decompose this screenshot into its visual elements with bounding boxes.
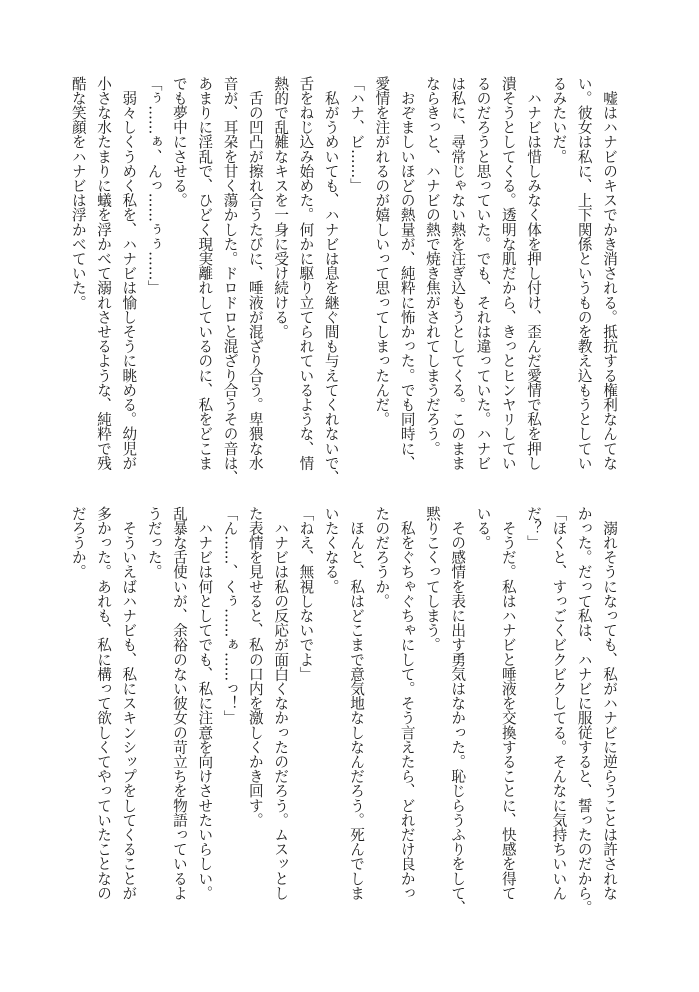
text-line: 熱的で乱雑なキスを一身に受け続ける。	[272, 76, 290, 339]
text-line: た表情を見せると、私の口内を激しくかき回す。	[246, 506, 264, 828]
text-line: でも夢中にさせる。	[170, 76, 188, 208]
text-line: 小さな水たまりに蟻を浮かべて溺れさせるような、純粋で残	[95, 76, 113, 471]
text-line: るみたいだ。	[550, 76, 568, 164]
text-line: ハナビは惜しみなく体を押し付け、歪んだ愛情で私を押し	[525, 76, 543, 471]
text-line: 黙りこくってしまう。	[423, 506, 441, 652]
text-line: おぞましいほどの熱量が、純粋に怖かった。でも同時に、	[398, 76, 416, 471]
text-line: 舌の凹凸が擦れ合うたびに、唾液が混ざり合う。卑猥な水	[246, 76, 264, 471]
text-line: 「ぅ……ぁ、んっ……ぅぅ……」	[145, 76, 163, 295]
text-line: 音が、耳朶を甘く蕩かした。ドロドロと混ざり合うその音は、	[221, 76, 239, 485]
text-line: そういえばハナビも、私にスキンシップをしてくることが	[120, 506, 138, 901]
text-line: 弱々しくうめく私を、ハナビは愉しそうに眺める。幼児が	[120, 76, 138, 471]
text-block-top	[66, 76, 622, 485]
text-line: 私がうめいても、ハナビは息を継ぐ間も与えてくれないで、	[322, 76, 340, 485]
text-line: いたくなる。	[322, 506, 340, 594]
text-line: 「ハナ、ビ……」	[348, 76, 366, 193]
text-line: ならきっと、ハナビの熱で焼き焦がされてしまうだろう。	[423, 76, 441, 456]
text-line: い。彼女は私に、上下関係というものを教え込もうとしてい	[575, 76, 593, 471]
text-line: だ？」	[525, 506, 543, 550]
text-line: だろうか。	[69, 506, 87, 579]
text-line: は私に、尋常じゃない熱を注ぎ込もうとしてくる。このまま	[449, 76, 467, 471]
text-line: 愛情を注がれるのが嬉しいって思ってしまったんだ。	[373, 76, 391, 427]
text-line: 多かった。あれも、私に構って欲しくてやっていたことなの	[95, 506, 113, 901]
text-line: ハナビは私の反応が面白くなかったのだろう。ムスッとし	[272, 506, 290, 901]
text-line: うだった。	[145, 506, 163, 579]
text-block-bottom	[66, 506, 622, 915]
text-line: 私をぐちゃぐちゃにして。そう言えたら、どれだけ良かっ	[398, 506, 416, 901]
text-line: たのだろうか。	[373, 506, 391, 609]
text-line: 溺れそうになっても、私がハナビに逆らうことは許されな	[601, 506, 618, 901]
text-line: かった。だって私は、ハナビに服従すると、誓ったのだから。	[575, 506, 593, 915]
text-line: そうだ。私はハナビと唾液を交換することに、快感を得て	[499, 506, 517, 901]
text-line: 酷な笑顔をハナビは浮かべていた。	[69, 76, 87, 310]
text-line: その感情を表に出す勇気はなかった。恥じらうふりをして、	[449, 506, 467, 915]
text-line: 嘘はハナビのキスでかき消される。抵抗する権利なんてな	[601, 76, 618, 471]
text-line: 舌をねじ込み始めた。何かに駆り立てられているような、情	[297, 76, 315, 471]
text-line: いる。	[474, 506, 492, 550]
text-line: るのだろうと思っていた。でも、それは違っていた。ハナビ	[474, 76, 492, 471]
text-line: 「ねえ、無視しないでよ」	[297, 506, 315, 682]
text-line: 「ほくと、すっごくビクビクしてる。そんなに気持ちいいん	[550, 506, 568, 901]
text-line: 「ん……、くぅ……ぁ……っ！」	[221, 506, 239, 725]
text-line: ほんと、私はどこまで意気地なしなんだろう。死んでしま	[348, 506, 366, 901]
text-line: 潰そうとしてくる。透明な肌だから、きっとヒンヤリしてい	[499, 76, 517, 471]
text-line: ハナビは何としてでも、私に注意を向けさせたいらしい。	[196, 506, 214, 901]
text-line: あまりに淫乱で、ひどく現実離れしているのに、私をどこま	[196, 76, 214, 471]
text-line: 乱暴な舌使いが、余裕のない彼女の苛立ちを物語っているよ	[170, 506, 188, 901]
